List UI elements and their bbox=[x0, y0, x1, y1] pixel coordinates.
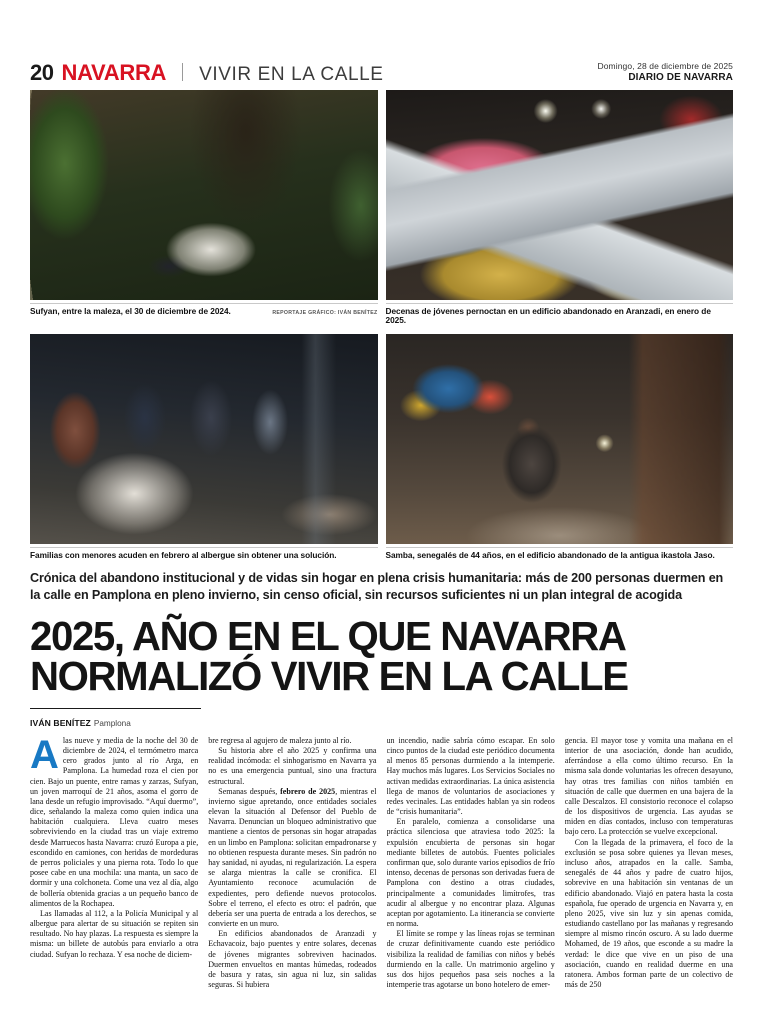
paragraph bbox=[30, 736, 198, 909]
byline bbox=[30, 708, 201, 731]
headline-line-2: NORMALIZÓ VIVIR EN LA CALLE bbox=[30, 652, 628, 699]
paragraph: un incendio, nadie sabría cómo escapar. En solo cinco puntos de la ciudad este periódico documenta al menos 85 personas durmiendo a la intemperie. Hay muchos más lugares. Los Servicios Sociales no activan medidas extraordinarias. La única asistencia llega de manos de voluntarios de asociaciones y redes vecinales. Las entidades hablan ya sin rodeos de “crisis humanitaria”. bbox=[386, 735, 555, 817]
caption-row-4 bbox=[386, 547, 734, 560]
photo-caption: Samba, senegalés de 44 años, en el edificio abandonado de la antigua ikastola Jaso. bbox=[385, 550, 715, 561]
photo-caption: Familias con menores acuden en febrero al albergue sin obtener una solución. bbox=[30, 550, 337, 561]
page-title bbox=[30, 612, 719, 699]
byline-city: Pamplona bbox=[93, 718, 131, 728]
photo-sufyan-brush bbox=[30, 90, 378, 300]
body-column-1 bbox=[30, 736, 198, 1024]
subsection-name: VIVIR EN LA CALLE bbox=[199, 64, 384, 85]
photo-cell-3 bbox=[30, 334, 378, 564]
publication-name: DIARIO DE NAVARRA bbox=[628, 71, 733, 83]
caption-row-3 bbox=[30, 547, 378, 560]
photo-cell-4 bbox=[386, 334, 734, 564]
paragraph: Las llamadas al 112, a la Policía Municipal y al albergue para alertar de su situación se repiten sin resultado. No hay plazas. La respuesta es siempre la misma: un billete de autobús para enviarlo a otra ciudad. Sufyan lo rechaza. Y esa noche de diciem- bbox=[30, 908, 199, 959]
section-name: NAVARRA bbox=[61, 60, 167, 85]
headline-line-1: 2025, AÑO EN EL QUE NAVARRA bbox=[30, 612, 626, 659]
photo-aranzadi-building bbox=[386, 90, 734, 300]
article-body bbox=[30, 736, 733, 1024]
paragraph: Con la llegada de la primavera, el foco de la exclusión se posa sobre quienes ya llevan meses, incluso años, atrapados en la calle. Samba, senegalés de 44 años y padre de cuatro hijos, sobrevive en una habitación sin ventanas de un edificio abandonado. Viajó en patera hasta la costa española, fue operado de urgencia en Navarra y, en pleno 2025, vive sin luz y sin apenas comida, estudiando castellano por las mañanas y regresando siempre al mismo rincón oscuro. A su lado duerme Mohamed, de 19 años, que esconde a su madre la verdad: le dice que vive en un piso de una asociación, cuando en realidad duerme en una ratonera. Ambos forman parte de un colectivo de más de 250 bbox=[564, 837, 733, 990]
body-column-3 bbox=[387, 736, 555, 1024]
caption-row-2 bbox=[386, 303, 734, 325]
photo-samba-ikastola bbox=[386, 334, 734, 544]
paragraph-text: Semanas después, bbox=[218, 786, 281, 796]
paragraph-text: , mientras el invierno sigue apretando, once entidades sociales elevan la situación al Defensor del Pueblo de Navarra. Denuncian un bloqueo administrativo que mantiene a cientos de personas sin hogar atrapadas en un limbo en Pamplona: solicitan empadronarse y no obtienen respuesta durante meses. Sin padrón no hay sanidad, ni ayudas, ni regularización. La espera se alarga mientras la calle se cronifica. El Ayuntamiento reconoce acumulación de expedientes, pero defiende nuevos protocolos. Sobre el terreno, el efecto es otro: el padrón, que debería ser una puerta de entrada a los derechos, se convierte en un muro. bbox=[208, 786, 377, 929]
body-column-4 bbox=[565, 736, 733, 1024]
emphasis-date: febrero de 2025 bbox=[280, 786, 336, 796]
paragraph: bre regresa al agujero de maleza junto al río. bbox=[208, 735, 352, 745]
paragraph: gencia. El mayor tose y vomita una mañana en el interior de una asociación, donde han acudido, aferrándose a ella como último recurso. En la misma sala donde voluntarias les ofrecen desayuno, hay otras tres familias con niños también en situación de calle que duermen en una bajera de la calle Descalzos. El consistorio reconoce el colapso de los dispositivos de urgencia. Las ayudas se miden en días contados, incluso con temperaturas bajo cero. La protección se vuelve excepcional. bbox=[564, 735, 733, 837]
photo-grid bbox=[30, 90, 733, 564]
page-number: 20 bbox=[30, 60, 54, 85]
divider bbox=[182, 63, 183, 81]
caption-row-1 bbox=[30, 303, 378, 316]
photo-caption: Decenas de jóvenes pernoctan en un edificio abandonado en Aranzadi, en enero de 2025. bbox=[385, 306, 711, 326]
standfirst: Crónica del abandono institucional y de vidas sin hogar en plena crisis humanitaria: más de 200 personas duermen en la calle en Pamplona en pleno invierno, sin censo oficial, sin recursos suficientes ni un plan integral de acogida bbox=[30, 571, 724, 602]
byline-author: IVÁN BENÍTEZ bbox=[30, 717, 91, 728]
paragraph: En paralelo, comienza a consolidarse una práctica silenciosa que atraviesa todo 2025: la expulsión encubierta de personas sin hogar mediante billetes de autobús. Fuentes policiales confirman que, solo durante varios episodios de frío intenso, decenas de personas son derivadas fuera de Pamplona con destino a otras ciudades, principalmente a comunidades limítrofes, tras acudir al albergue y no encontrar plaza. Algunas aceptan por agotamiento. La itinerancia se convierte en norma. bbox=[386, 817, 555, 929]
masthead-date-group bbox=[597, 61, 733, 86]
paragraph: En edificios abandonados de Aranzadi y Echavacoiz, bajo puentes y entre solares, decenas de jóvenes migrantes sobreviven hacinados. Duermen envueltos en mantas húmedas, rodeados de basura y ratas, sin agua ni luz, sin salidas seguras. Si hubiera bbox=[208, 929, 377, 990]
photo-cell-1 bbox=[30, 90, 378, 329]
paragraph bbox=[208, 787, 376, 929]
masthead bbox=[30, 0, 733, 86]
photo-caption: Sufyan, entre la maleza, el 30 de diciembre de 2024. bbox=[30, 306, 231, 316]
photo-credit: REPORTAJE GRÁFICO: IVÁN BENÍTEZ bbox=[272, 310, 378, 316]
paragraph: Su historia abre el año 2025 y confirma una realidad incómoda: el sinhogarismo en Navarra ya no es una emergencia puntual, sino una fractura estructural. bbox=[208, 746, 377, 786]
dropcap: A bbox=[30, 735, 59, 777]
masthead-section-group bbox=[30, 60, 384, 86]
publication-date: Domingo, 28 de diciembre de 2025 bbox=[597, 60, 733, 71]
paragraph: El límite se rompe y las líneas rojas se terminan de cruzar definitivamente cuando este periódico visibiliza la realidad de familias con niños y bebés durmiendo en la calle. Un matrimonio argelino y sus dos hijos pequeños pasa seis noches a la intemperie tras agotarse un bono hotelero de emer- bbox=[386, 929, 555, 990]
photo-families-shelter bbox=[30, 334, 378, 544]
photo-cell-2 bbox=[386, 90, 734, 329]
body-column-2 bbox=[208, 736, 376, 1024]
paragraph-text: las nueve y media de la noche del 30 de diciembre de 2024, el termómetro marca cero grados junto al río Arga, en Pamplona. La humedad roza el cien por cien. Bajo un puente, entre ramas y zarzas, Sufyan, un joven marroquí de 21 años, asoma el gorro de lana desde un refugio improvisado. “Aquí duermo”, dice, señalando la maleza como quien indica una habitación cualquiera. Lleva cuatro meses sobreviviendo en la ciudad tras un viaje extremo desde Marruecos hasta Navarra: cruzó Europa a pie, escondido en camiones, con heridas de mordeduras de perros policiales y una pierna rota. Todo lo que posee cabe en una mochila: una manta, un saco de dormir y una colchoneta. Come una vez al día, algo de bollería obtenida gracias a un pequeño banco de alimentos de la Rochapea. bbox=[30, 735, 199, 908]
